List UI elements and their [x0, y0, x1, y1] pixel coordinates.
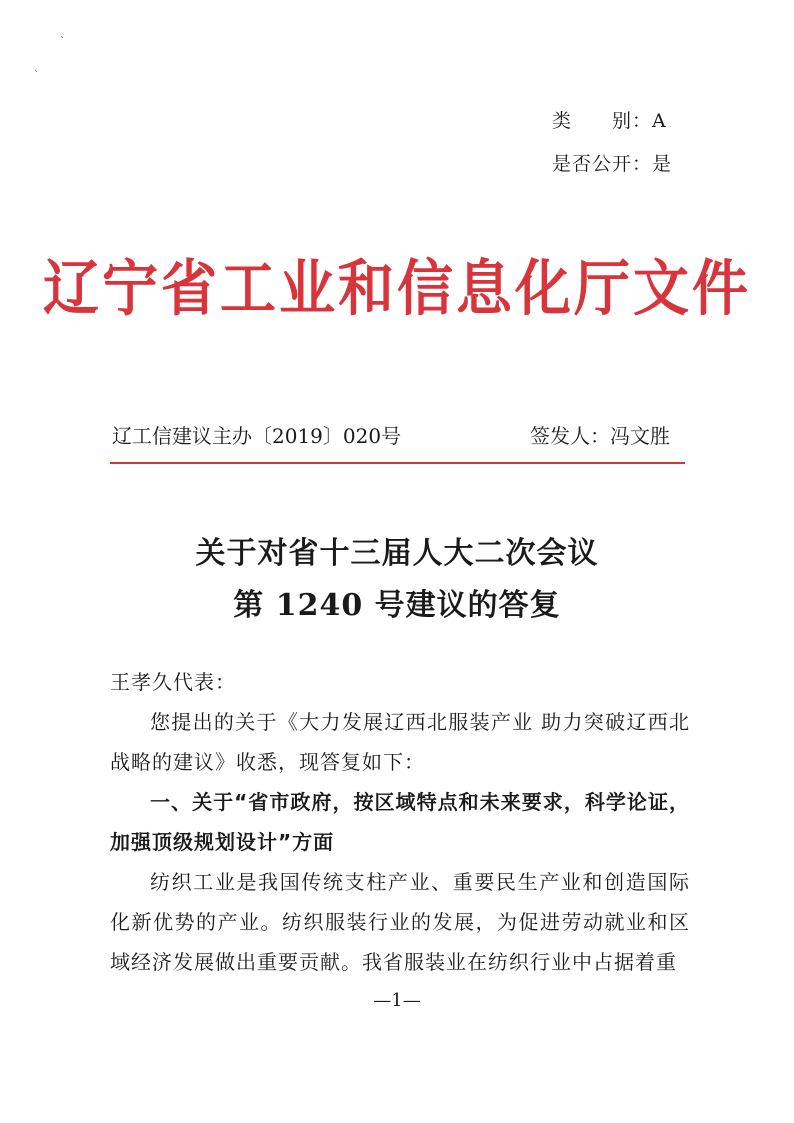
category-row [552, 106, 667, 133]
salutation: 王孝久代表： [110, 670, 236, 694]
red-separator-line [110, 462, 685, 464]
category-value: A [652, 110, 667, 132]
title-line-1: 关于对省十三届人大二次会议 [195, 536, 599, 571]
public-value: 是 [652, 153, 673, 175]
section-1-heading: 一、关于“省市政府，按区域特点和未来要求，科学论证，加强顶级规划设计”方面 [110, 790, 690, 854]
signer-label: 签发人： [530, 424, 610, 448]
page-number: —1— [373, 990, 421, 1011]
section-1-paragraph: 纺织工业是我国传统支柱产业、重要民生产业和创造国际化新优势的产业。纺织服装行业的发展，为促进劳动就业和区域经济发展做出重要贡献。我省服装业在纺织行业中占据着重 [110, 870, 690, 974]
public-row [552, 149, 672, 176]
signer-name: 冯文胜 [610, 424, 670, 448]
public-label: 是否公开： [552, 153, 653, 175]
intro-paragraph: 您提出的关于《大力发展辽西北服装产业 助力突破辽西北战略的建议》收悉，现答复如下： [110, 710, 690, 774]
signer [530, 420, 670, 449]
title-line-2: 第 1240 号建议的答复 [233, 588, 561, 623]
category-label: 类 别： [552, 110, 653, 132]
document-number: 辽工信建议主办〔2019〕020号 [112, 424, 402, 448]
masthead-title: 辽宁省工业和信息化厅文件 [43, 253, 751, 324]
document-body [110, 662, 690, 982]
